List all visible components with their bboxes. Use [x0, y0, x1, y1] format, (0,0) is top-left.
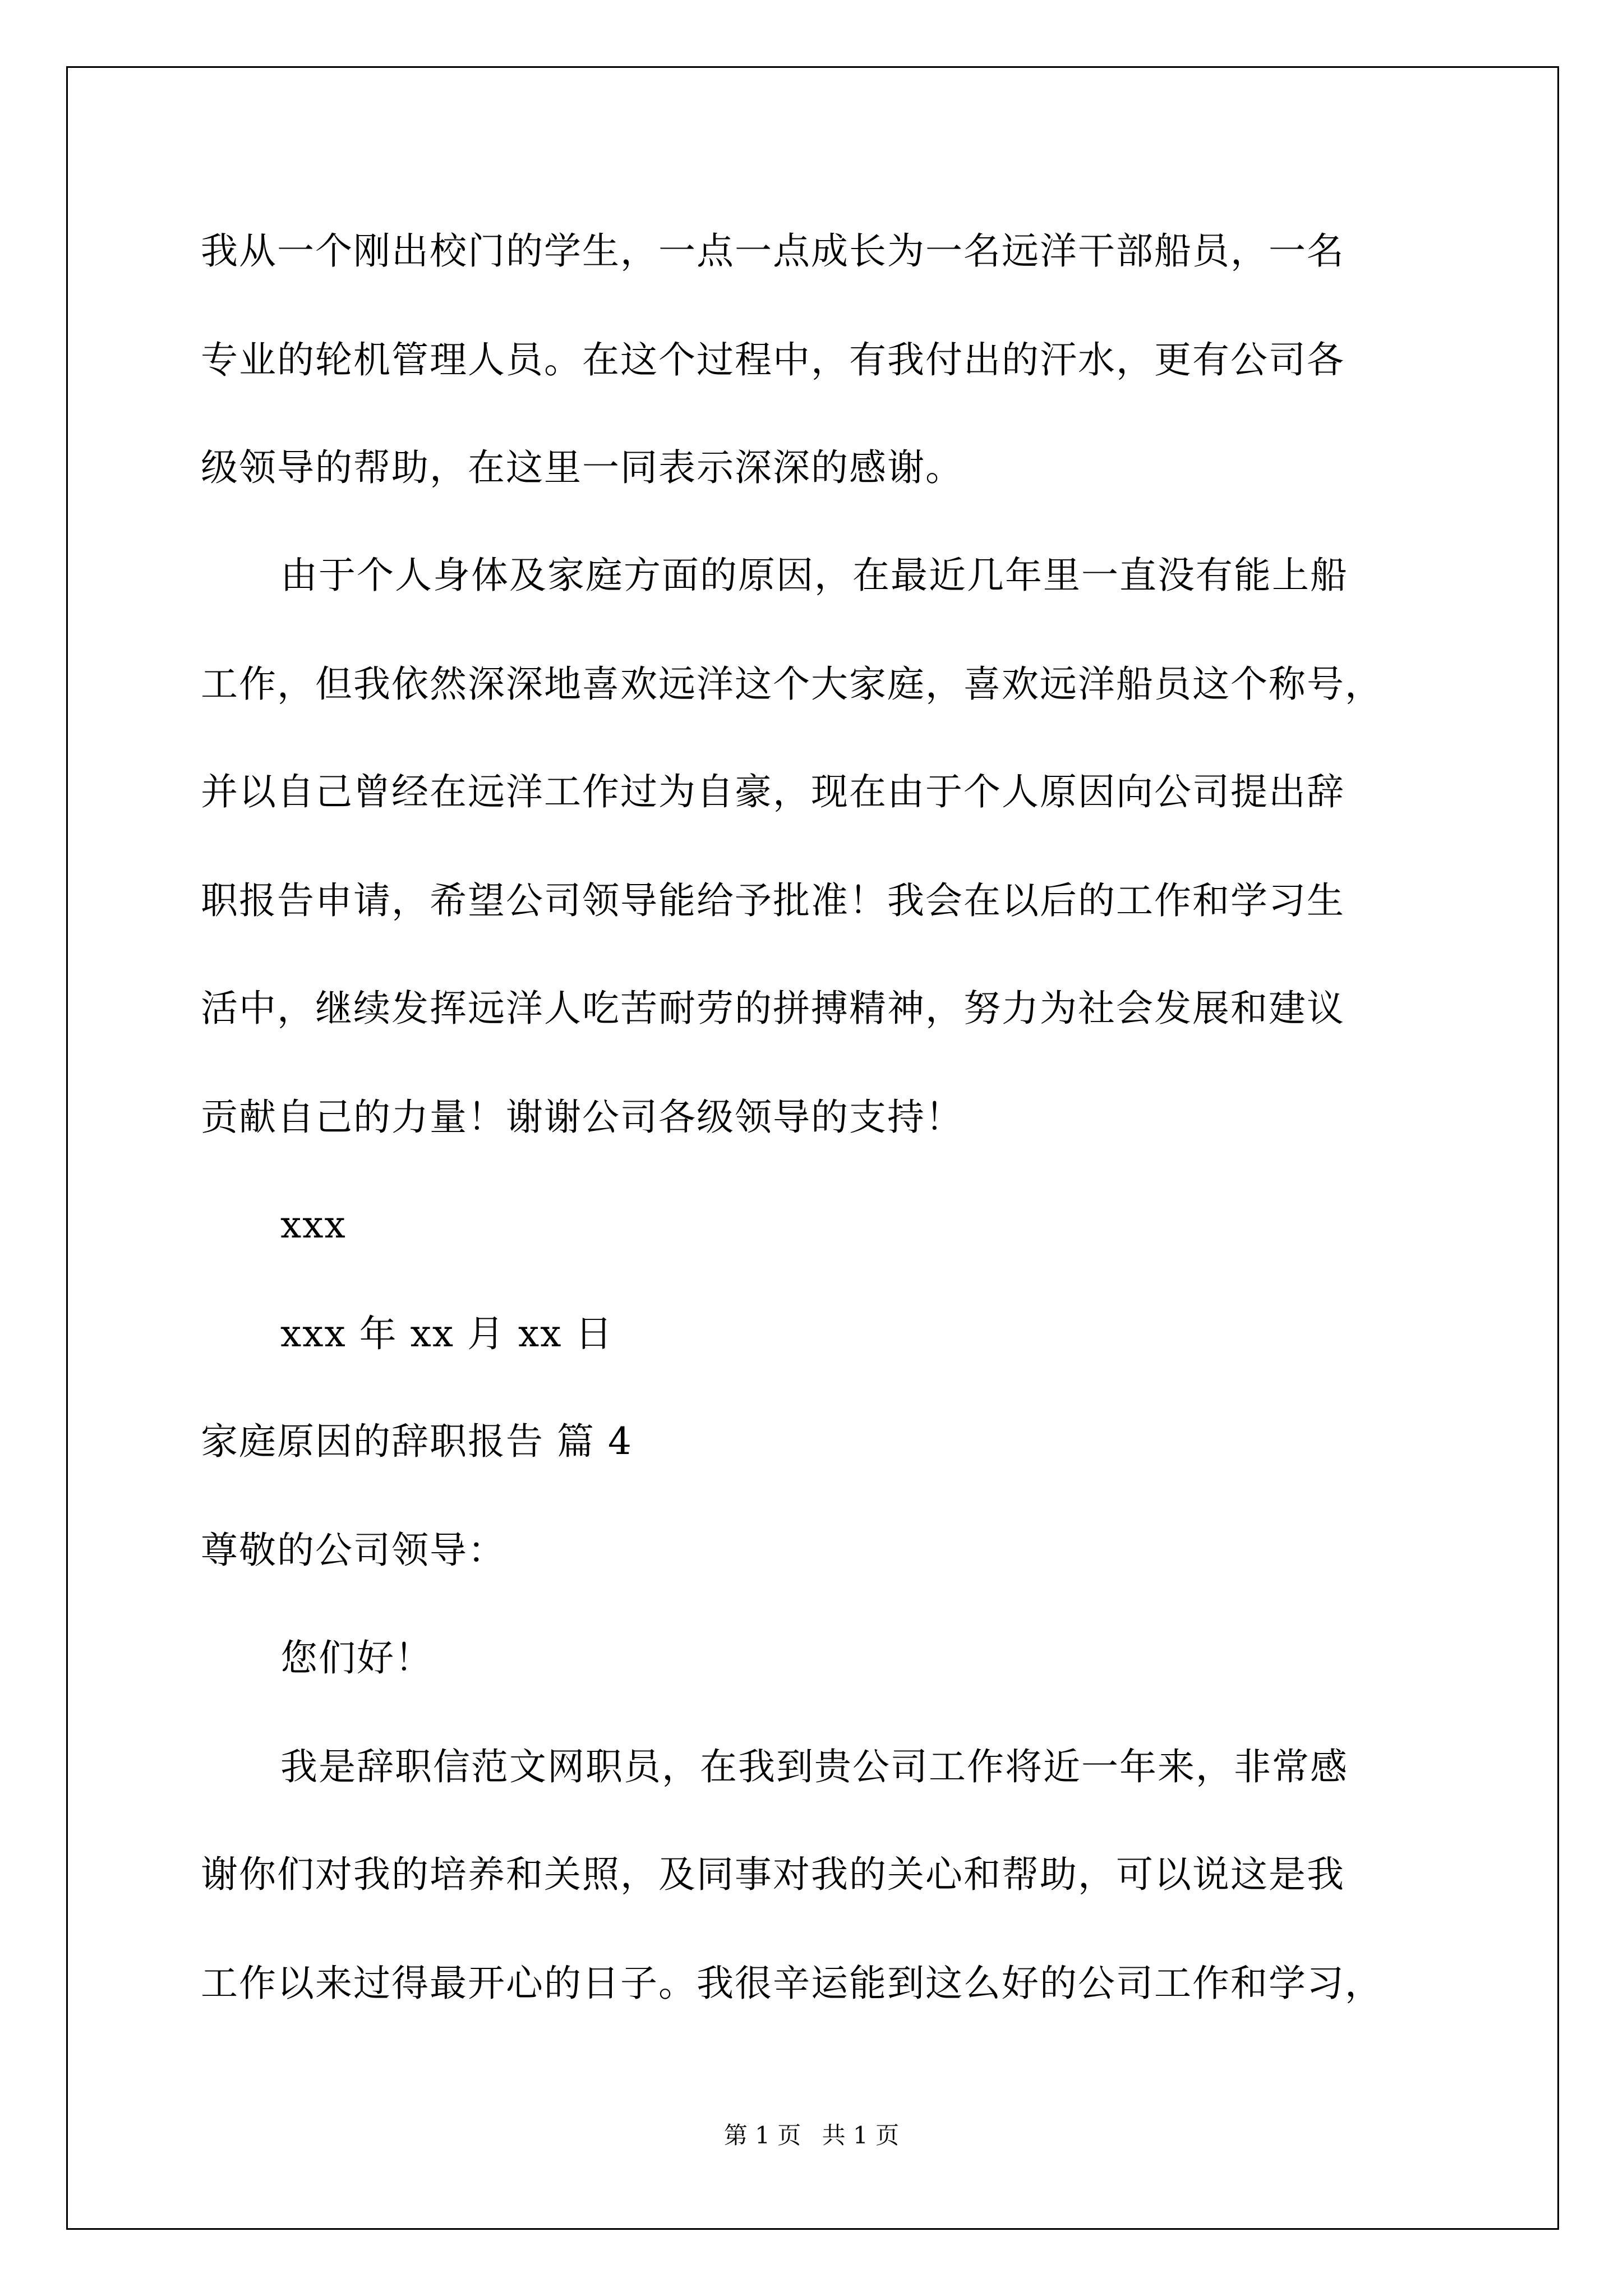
paragraph-line: 专业的轮机管理人员。在这个过程中，有我付出的汗水，更有公司各	[201, 338, 1345, 381]
paragraph-line: 谢你们对我的培养和关照，及同事对我的关心和帮助，可以说这是我	[201, 1853, 1345, 1896]
page-border	[66, 66, 1559, 2230]
greeting: 您们好！	[280, 1636, 433, 1680]
signature-name: xxx	[280, 1203, 347, 1246]
paragraph-line: 工作以来过得最开心的日子。我很辛运能到这么好的公司工作和学习，	[201, 1962, 1383, 2005]
signature-date: xxx 年 xx 月 xx 日	[280, 1312, 614, 1355]
paragraph-line: 由于个人身体及家庭方面的原因，在最近几年里一直没有能上船	[280, 554, 1348, 597]
page-footer	[0, 2120, 1623, 2151]
paragraph-line: 活中，继续发挥远洋人吃苦耐劳的拼搏精神，努力为社会发展和建议	[201, 987, 1345, 1030]
paragraph-line: 职报告申请，希望公司领导能给予批准！我会在以后的工作和学习生	[201, 879, 1345, 922]
paragraph-line: 我从一个刚出校门的学生，一点一点成长为一名远洋干部船员，一名	[201, 229, 1345, 273]
paragraph-line: 并以自己曾经在远洋工作过为自豪，现在由于个人原因向公司提出辞	[201, 770, 1345, 813]
paragraph-line: 我是辞职信范文网职员，在我到贵公司工作将近一年来，非常感	[280, 1745, 1348, 1788]
paragraph-line: 级领导的帮助，在这里一同表示深深的感谢。	[201, 446, 963, 489]
page-total: 共 1 页	[822, 2122, 900, 2149]
page-number: 第 1 页	[723, 2122, 801, 2149]
paragraph-line: 工作，但我依然深深地喜欢远洋这个大家庭，喜欢远洋船员这个称号，	[201, 662, 1383, 706]
paragraph-line: 贡献自己的力量！谢谢公司各级领导的支持！	[201, 1096, 963, 1139]
section-heading: 家庭原因的辞职报告 篇 4	[201, 1420, 633, 1463]
salutation: 尊敬的公司领导：	[201, 1529, 506, 1572]
